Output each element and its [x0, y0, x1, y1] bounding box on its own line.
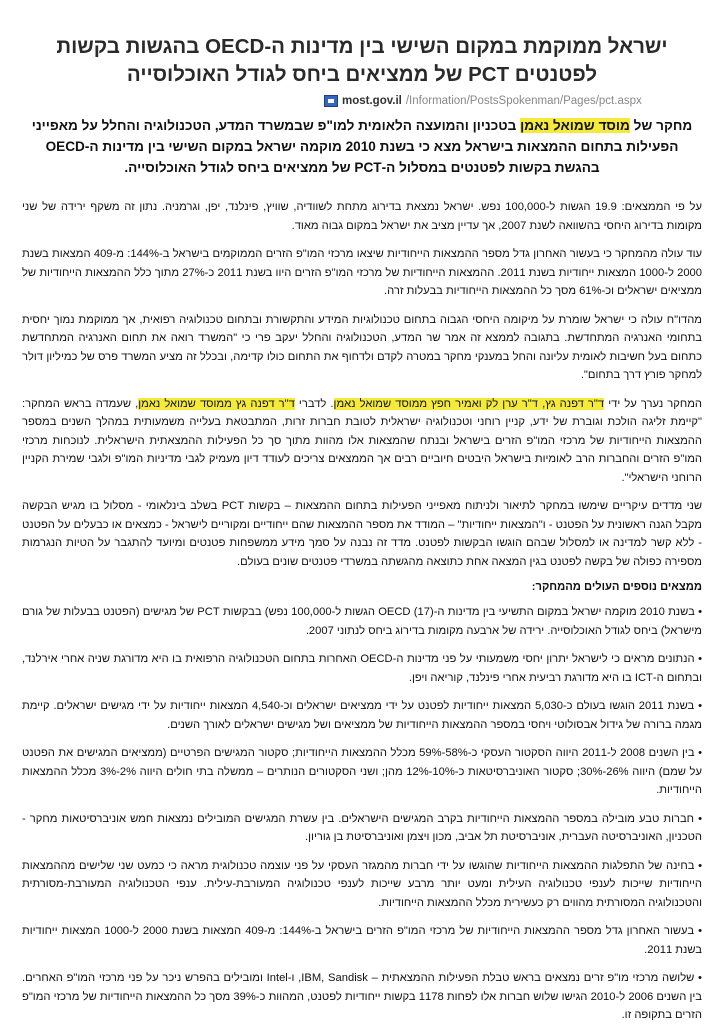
document-icon — [324, 95, 338, 107]
page-title-line2: לפטנטים PCT של ממציאים ביחס לגודל האוכלוסייה — [126, 63, 598, 86]
highlighted-lead-researcher: ד"ר דפנה גץ ממוסד שמואל נאמן — [138, 397, 295, 410]
findings-heading: ממצאים נוספים העולים מהמחקר: — [531, 581, 702, 593]
finding-item: • בין השנים 2008 ל-2011 היווה הסקטור העסקי כ-58%-59% מכלל ההמצאות הייחודיות; סקטור המגישים הפרטיים (ממציאים המגישים את הפטנט על שמם) היווה 26%-30%; סקטור האוניברסיטאות כ-10%-12% מהן; ושני הסקטורים הנותרים – ממשלה בתי חולים היווה 2%-3% מכלל ההמצאות הייחודיות. — [22, 747, 702, 796]
url-domain[interactable]: most.gov.il — [342, 95, 402, 107]
body-paragraph-3: מהדו"ח עולה כי ישראל שומרת על מיקומה היחסי הגבוה בתחום טכנולוגיות המידע והתקשורת ובתחום טכנולוגיה רפואית, אך ממוקמת נמוך יחסית בתחומי האנרגיה המתחדשת. בתגובה לממצא זה אמר שר המדע, הטכנולוגיה והחלל יעקב פרי כי "המשרד רואה את תחום האנרגיה המתחדשת כתחום בעל חשיבות לאומית עליונה והחל במענקי מחקר במטרה לקדם ולדחוף את התחום כולו קדימה, ובכלל זה מציע המשרד פרס של כמיליון דולר למחקר פורץ דרך בתחום". — [22, 313, 702, 381]
page-title-line1: ישראל ממוקמת במקום השישי בין מדינות ה-OECD בהגשות בקשות — [56, 35, 668, 58]
finding-item: • בשנת 2011 הוגשו בעולם כ-5,030 המצאות ייחודיות לפטנט על ידי ממציאים ישראלים וכ-4,540 המצאות ייחודיות על ידי מגישים ישראלים. קיימת מגמה ברורה של גידול אבסולוטי ויחסי במספר ההמצאות הייחודיות של ממציאים ושל מגישים ישראלים לאורך השנים. — [22, 700, 702, 731]
body-paragraph-2: עוד עולה מהמחקר כי בעשור האחרון גדל מספר ההמצאות הייחודיות שיצאו מרכזי המו"פ הזרים הממוקמים בישראל ב-144%: מ-409 המצאות בשנת 2000 ל-1000 המצאות ייחודיות בשנת 2011. ההמצאות הייחודיות של מרכזי המו"פ הזרים היוו בשנת 2011 כ-27% מתוך כלל ההמצאות הייחודיות של ממציאים ישראלים וכ-61% מסך כל ההמצאות הייחודיות בבעלות זרה. — [22, 248, 703, 297]
finding-item: • בעשור האחרון גדל מספר ההמצאות הייחודיות של מרכזי המו"פ הזרים בישראל ב-144%: מ-409 המצאות בשנת 2000 ל-1000 המצאות ייחודיות בשנת 2011. — [22, 925, 702, 956]
finding-item: • שלושה מרכזי מו"פ זרים נמצאים בראש טבלת הפעילות ההמצאתית – IBM, Sandisk, ו-Intel ומובילים בהפרש ניכר על פני מרכזי המו"פ האחרים. בין השנים 2006 ל-2010 הגישו שלוש חברות אלו לפחות 1178 בקשות ייחודיות לפטנט, המהוות כ-39% מסך כל ההמצאות הייחודיות של מרכזי המו"פ הזרים בתקופה זו. — [22, 972, 702, 1021]
finding-item: • חברות טבע מובילה במספר ההמצאות הייחודיות בקרב המגישים הישראלים. בין עשרת המגישים המובילים נמצאות חמש אוניברסיטאות מחקר - הטכניון, האוניברסיטה העברית, אוניברסיטת תל אביב, מכון ויצמן ואוניברסיטת בן גוריון. — [22, 812, 702, 843]
finding-item: • הנתונים מראים כי לישראל יתרון יחסי משמעותי על פני מדינות ה-OECD האחרות בתחום הטכנולוגיה הרפואית בו היא מדורגת שניה אחרי אירלנד, ובתחום ה-ICT בו היא מדורגת רביעית אחרי פינלנד, קוריאה ויפן. — [22, 653, 702, 684]
finding-item: • בשנת 2010 מוקמה ישראל במקום התשיעי בין מדינות ה-OECD (17) הגשות ל-100,000 נפש) בבקשות PCT של מגישים (הפטנט בבעלות של גורם מישראל) ביחס לגודל האוכלוסייה. ירידה של ארבעה מקומות בדירוג ביחס לנתוני 2007. — [22, 606, 702, 637]
lead-text-start: מחקר של — [629, 118, 693, 133]
body-paragraph-1: על פי הממצאים: 19.9 הגשות ל-100,000 נפש. ישראל נמצאת בדירוג מתחת לשוודיה, שוויץ, פינלנד, יפן, וגרמניה. נתון זה משקף ירידה של שני מקומות בדירוג היחסי בהשוואה לשנת 2007, אך עדיין מציב את ישראל במקום גבוה מאוד. — [22, 201, 702, 232]
p4-text-b: . לדברי — [294, 397, 334, 410]
highlighted-researchers: ד"ר דפנה גץ, ד"ר ערן לק ואמיר חפץ ממוסד שמואל נאמן — [333, 397, 605, 410]
lead-paragraph — [14, 115, 710, 178]
finding-item: • בחינה של התפלגות ההמצאות הייחודיות שהוגשו על ידי חברות מהמגזר העסקי על פני עוצמה טכנולוגית מראה כי כמעט שני שלישים מההמצאות הייחודיות שייכות לענפי טכנולוגיה העילית ומעט יותר מרבע שייכות לענפי טכנולוגיה המעורבת-עילית. ענפי הטכנולוגיה המעורבת-מסורתית והטכנולוגיה המסורתית מהווים רק כעשירית מכלל ההמצאות הייחודיות. — [22, 859, 702, 909]
body-paragraph-4 — [14, 395, 710, 488]
p4-text-c: , שעמדה בראש המחקר: "קיימת זליגה הולכת וגוברת של ידע, קניין רוחני וטכנולוגיה ישראלית לטובת חברות זרות, המתבטאת בעלייה משמעותית במהלך השנים במספר ההמצאות הייחודיות של מרכזי המו"פ הזרים בישראל ובנתח שהמצאות אלו מהוות מתוך סך כל הפעילות ההמצאתית הישראלית. לנוכחות מרכזי המו"פ הזרים והחברות הרב לאומיות בישראל היבטים חיוביים רבים אך הממצאים צריכים לעודד דיון מעמיק לגבי מדיניות המו"פ ולגבי שמירת הקניין הרוחני הישראלי". — [22, 397, 702, 484]
p4-text-a: המחקר נערך על ידי — [604, 397, 703, 410]
highlighted-institute: מוסד שמואל נאמן — [520, 118, 630, 133]
body-paragraph-5: שני מדדים עיקריים שימשו במחקר לתיאור ולניתוח מאפייני הפעילות בתחום ההמצאות – בקשות PCT בשלב בינלאומי - מסלול בו מגיש הבקשה מקבל הגנה ראשונית על הפטנט - ו"המצאות ייחודיות" – המודד את מספר ההמצאות שהם ייחודיים ומקוריים לישראל - כמצאים או כבעלים על הפטנט - ללא קשר למדינה או למסלול שבהם הוגשו הבקשות לפטנט. מדד זה נבנה על סמך מידע ממשפחות פטנטים ומיועד להתגבר על הטיות הנגרמות מספירה כפולה של בקשה לפטנט בגין המצאה אחת כתוצאה מהגשתה במשרדי פטנטים שונים בעולם. — [22, 500, 703, 568]
source-url[interactable] — [324, 95, 710, 107]
url-path[interactable]: /Information/PostsSpokenman/Pages/pct.aspx — [405, 95, 642, 107]
lead-text-rest: בטכניון והמועצה הלאומית למו"פ שבמשרד המדע, הטכנולוגיה והחלל על מאפייני הפעילות בתחום ההמצאות בישראל מצא כי בשנת 2010 מוקמה ישראל במקום השישי בין מדינות ה-OECD בהגשת בקשות לפטנטים במסלול ה-PCT של ממציאים ביחס לגודל האוכלוסייה. — [31, 118, 679, 175]
document-page — [0, 33, 724, 1024]
